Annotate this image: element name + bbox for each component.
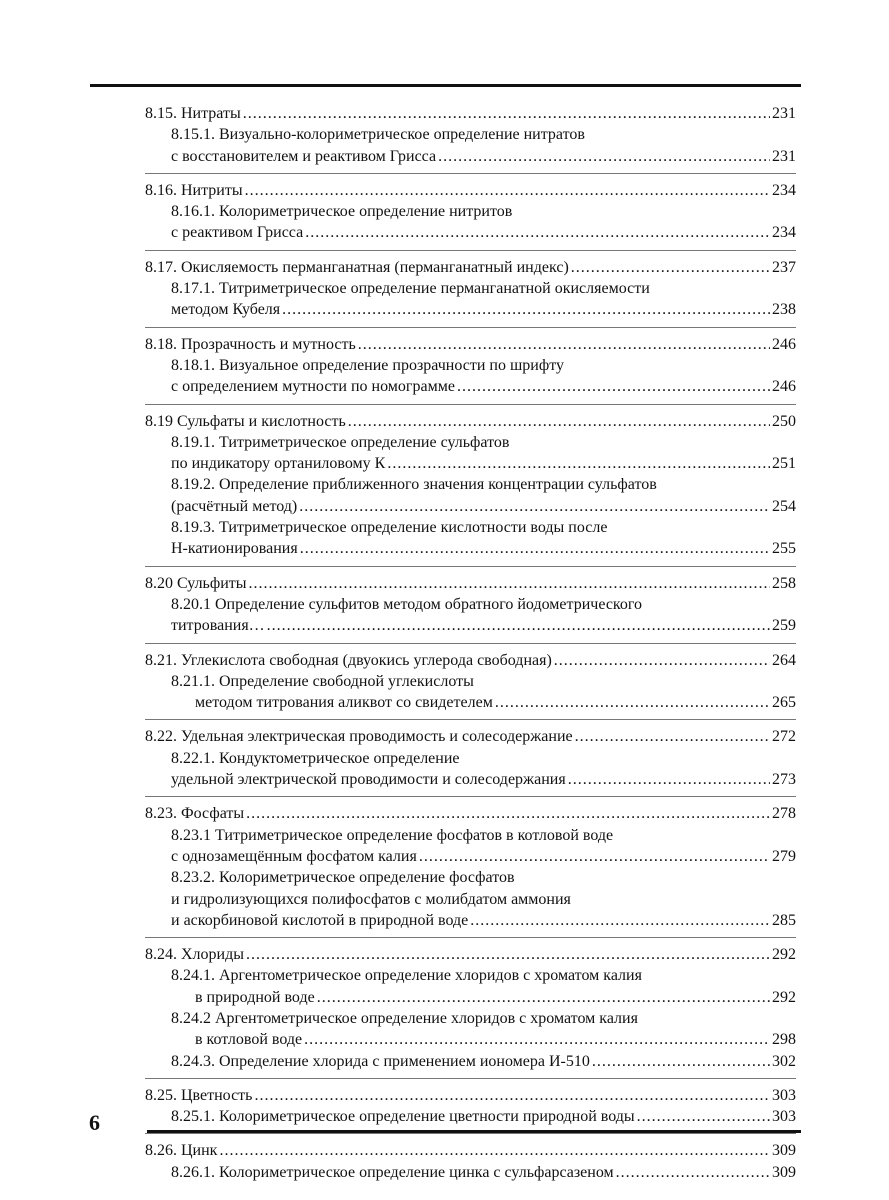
toc-entry-8-24-1-cont: в природной воде . . . 292 — [145, 987, 796, 1008]
toc-entry-8-19: 8.19 Сульфаты и кислотность . . . 250 — [145, 411, 796, 432]
toc-section-8-19 — [145, 411, 796, 567]
toc-entry-8-15-1-cont: с восстановителем и реактивом Грисса . . . 231 — [145, 146, 796, 167]
toc-entry-8-16-1: 8.16.1. Колориметрическое определение нитритов — [171, 203, 513, 221]
toc-entry-8-16-1-cont: с реактивом Грисса . . . 234 — [145, 222, 796, 243]
toc-entry-8-20: 8.20 Сульфиты . . . 258 — [145, 573, 796, 594]
toc-entry-8-19-1: 8.19.1. Титриметрическое определение сульфатов — [171, 433, 510, 451]
toc-entry-8-23: 8.23. Фосфаты . . . 278 — [145, 803, 796, 824]
header-rule — [90, 84, 801, 87]
toc-entry-8-24: 8.24. Хлориды . . . 292 — [145, 944, 796, 965]
toc-entry-8-19-2-cont: (расчётный метод) . . . 254 — [145, 496, 796, 517]
toc-section-8-20 — [145, 573, 796, 644]
toc-section-8-26 — [145, 1140, 796, 1189]
toc-section-8-24 — [145, 944, 796, 1079]
toc-entry-8-22: 8.22. Удельная электрическая проводимость и солесодержание . . . 272 — [145, 726, 796, 747]
toc-entry-8-23-2: 8.23.2. Колориметрическое определение фосфатов — [171, 869, 515, 887]
page-number: 6 — [89, 1110, 100, 1135]
toc-section-8-22 — [145, 726, 796, 797]
toc-section-8-16 — [145, 180, 796, 251]
toc-entry-8-26: 8.26. Цинк . . . 309 — [145, 1140, 796, 1161]
toc-entry-8-26-1: 8.26.1. Колориметрическое определение цинка с сульфарсазеном . . . 309 — [145, 1162, 796, 1183]
toc-entry-8-25-1: 8.25.1. Колориметрическое определение цветности природной воды . . . 303 — [145, 1106, 796, 1127]
toc-entry-8-21-1-cont: методом титрования аликвот со свидетелем . . . 265 — [145, 692, 796, 713]
toc-entry-8-22-1: 8.22.1. Кондуктометрическое определение — [171, 749, 460, 767]
toc-section-8-15 — [145, 103, 796, 174]
toc-entry-8-15: 8.15. Нитраты . . . 231 — [145, 103, 796, 124]
toc-entry-8-19-2: 8.19.2. Определение приближенного значения концентрации сульфатов — [171, 476, 657, 494]
toc-entry-8-25: 8.25. Цветность . . . 303 — [145, 1085, 796, 1106]
toc-entry-8-19-1-cont: по индикатору ортаниловому К . . . 251 — [145, 453, 796, 474]
toc-entry-8-19-3-cont: Н-катионирования . . . 255 — [145, 538, 796, 559]
toc-entry-8-23-1-cont: с однозамещённым фосфатом калия . . . 279 — [145, 846, 796, 867]
toc-entry-8-22-1-cont: удельной электрической проводимости и солесодержания . . . 273 — [145, 769, 796, 790]
toc-entry-8-17-1: 8.17.1. Титриметрическое определение перманганатной окисляемости — [171, 280, 650, 298]
toc-entry-8-18-1: 8.18.1. Визуальное определение прозрачности по шрифту — [171, 356, 564, 374]
toc-section-8-18 — [145, 334, 796, 405]
toc-entry-8-23-2-cont2: и аскорбиновой кислотой в природной воде . . . 285 — [145, 910, 796, 931]
toc-section-8-17 — [145, 257, 796, 328]
toc-entry-8-24-2-cont: в котловой воде . . . 298 — [145, 1029, 796, 1050]
toc-entry-8-24-2: 8.24.2 Аргентометрическое определение хлоридов с хроматом калия — [171, 1009, 638, 1027]
toc-section-8-25 — [145, 1085, 796, 1135]
toc-entry-8-23-2-cont1: и гидролизующихся полифосфатов с молибдатом аммония — [171, 890, 571, 908]
toc-entry-8-15-1: 8.15.1. Визуально-колориметрическое определение нитратов — [171, 126, 585, 144]
toc-entry-8-24-3: 8.24.3. Определение хлорида с применением иономера И-510 . . . 302 — [145, 1051, 796, 1072]
toc-entry-8-21-1: 8.21.1. Определение свободной углекислоты — [171, 672, 474, 690]
footer-rule — [147, 1130, 801, 1133]
toc-entry-8-21: 8.21. Углекислота свободная (двуокись углерода свободная) . . . 264 — [145, 650, 796, 671]
table-of-contents — [145, 103, 796, 1195]
toc-section-8-23 — [145, 803, 796, 938]
toc-entry-8-20-1-cont: титрования… . . . 259 — [145, 615, 796, 636]
toc-entry-8-19-3: 8.19.3. Титриметрическое определение кислотности воды после — [171, 519, 608, 537]
toc-entry-8-18: 8.18. Прозрачность и мутность . . . 246 — [145, 334, 796, 355]
toc-entry-8-18-1-cont: с определением мутности по номограмме . . . 246 — [145, 376, 796, 397]
toc-entry-8-16: 8.16. Нитриты . . . 234 — [145, 180, 796, 201]
toc-entry-8-20-1: 8.20.1 Определение сульфитов методом обратного йодометрического — [171, 595, 643, 613]
toc-section-8-21 — [145, 650, 796, 721]
toc-entry-8-17: 8.17. Окисляемость перманганатная (перманганатный индекс) . . . 237 — [145, 257, 796, 278]
toc-entry-8-23-1: 8.23.1 Титриметрическое определение фосфатов в котловой воде — [171, 826, 614, 844]
toc-entry-8-17-1-cont: методом Кубеля . . . 238 — [145, 299, 796, 320]
toc-entry-8-24-1: 8.24.1. Аргентометрическое определение хлоридов с хроматом калия — [171, 967, 642, 985]
